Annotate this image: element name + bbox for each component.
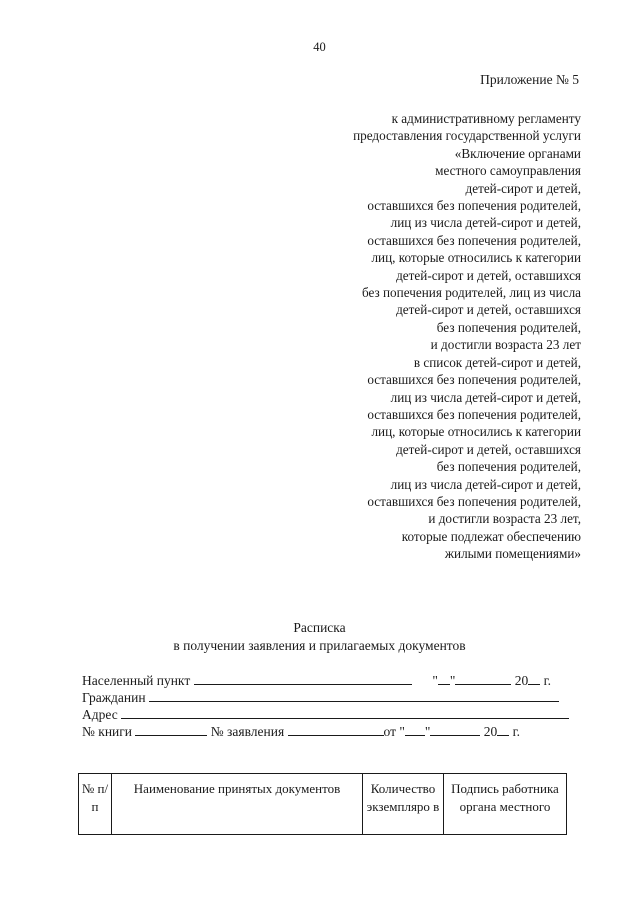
- appendix-line: оставшихся без попечения родителей,: [367, 406, 581, 422]
- appendix-line: в список детей-сирот и детей,: [413, 354, 581, 370]
- appendix-line: к административному регламенту: [391, 111, 581, 126]
- date-open-quote: ": [432, 673, 438, 688]
- date-day-field[interactable]: [438, 672, 450, 685]
- appendix-line: местного самоуправления: [435, 163, 581, 179]
- citizen-label: Гражданин: [82, 690, 146, 705]
- date-month-field[interactable]: [455, 672, 511, 685]
- receipt-heading: [0, 619, 639, 655]
- year-field[interactable]: [528, 672, 540, 685]
- year2-field[interactable]: [497, 723, 509, 736]
- date-close-quote: ": [449, 673, 456, 688]
- application-label: № заявления: [210, 724, 285, 739]
- year2-suffix: г.: [512, 724, 521, 739]
- appendix-line: без попечения родителей, лиц из числа: [361, 285, 581, 301]
- appendix-line: предоставления государственной услуги: [353, 128, 581, 144]
- appendix-body: [261, 110, 581, 563]
- appendix-line: «Включение органами: [454, 145, 581, 161]
- appendix-line: лиц из числа детей-сирот и детей,: [390, 389, 581, 405]
- appendix-line: жилыми помещениями»: [444, 546, 581, 562]
- locality-row: [82, 672, 551, 689]
- address-label: Адрес: [82, 707, 118, 722]
- receipt-subtitle: в получении заявления и прилагаемых документов: [173, 638, 466, 653]
- appendix-title: Приложение № 5: [480, 72, 579, 87]
- documents-table: [78, 773, 567, 835]
- address-field[interactable]: [121, 706, 569, 719]
- locality-label: Населенный пункт: [82, 673, 191, 688]
- citizen-field[interactable]: [149, 689, 559, 702]
- year2-prefix: 20: [483, 724, 498, 739]
- appendix-line: лиц, которые относились к категории: [371, 424, 581, 440]
- appendix-line: и достигли возраста 23 лет: [430, 337, 581, 353]
- appendix-line: оставшихся без попечения родителей,: [367, 493, 581, 509]
- table-header-row: [79, 774, 567, 835]
- from-close-quote: ": [424, 724, 431, 739]
- col-quantity-header: Количество экземпляро в: [363, 774, 444, 835]
- book-number-field[interactable]: [135, 723, 207, 736]
- address-row: [82, 706, 569, 723]
- col-signature-header: Подпись работника органа местного: [444, 774, 567, 835]
- appendix-line: и достигли возраста 23 лет,: [428, 511, 581, 527]
- appendix-line: лиц из числа детей-сирот и детей,: [390, 476, 581, 492]
- locality-field[interactable]: [194, 672, 412, 685]
- from-label: от ": [383, 724, 405, 739]
- receipt-title: Расписка: [293, 620, 346, 635]
- from-month-field[interactable]: [430, 723, 480, 736]
- appendix-line: детей-сирот и детей, оставшихся: [396, 441, 581, 457]
- col-number-header: № п/п: [79, 774, 112, 835]
- appendix-line: без попечения родителей,: [436, 319, 581, 335]
- appendix-line: которые подлежат обеспечению: [401, 528, 581, 544]
- from-day-field[interactable]: [405, 723, 425, 736]
- appendix-line: оставшихся без попечения родителей,: [367, 372, 581, 388]
- appendix-line: лиц, которые относились к категории: [371, 250, 581, 266]
- year-prefix: 20: [514, 673, 529, 688]
- appendix-line: детей-сирот и детей,: [465, 180, 581, 196]
- citizen-row: [82, 689, 559, 706]
- year-suffix: г.: [543, 673, 552, 688]
- appendix-line: детей-сирот и детей, оставшихся: [396, 302, 581, 318]
- col-documents-header: Наименование принятых документов: [112, 774, 363, 835]
- book-row: [82, 723, 520, 740]
- appendix-line: детей-сирот и детей, оставшихся: [396, 267, 581, 283]
- appendix-line: без попечения родителей,: [436, 459, 581, 475]
- appendix-line: оставшихся без попечения родителей,: [367, 198, 581, 214]
- appendix-line: лиц из числа детей-сирот и детей,: [390, 215, 581, 231]
- book-label: № книги: [82, 724, 133, 739]
- appendix-line: оставшихся без попечения родителей,: [367, 232, 581, 248]
- page-number: 40: [313, 40, 326, 54]
- application-number-field[interactable]: [288, 723, 384, 736]
